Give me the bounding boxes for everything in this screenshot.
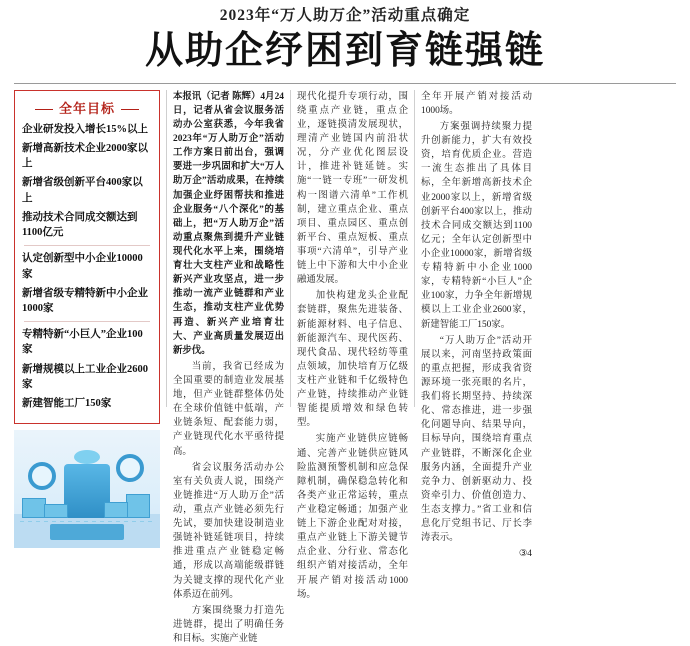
list-divider (24, 321, 150, 322)
text-column-1 (166, 90, 290, 644)
title-dash-left (35, 109, 53, 110)
paragraph: 当前，我省已经成为全国重要的制造业发展基地，但产业链群整体仍处在全球价值链中低端，产业链条短、配套能力弱，产业链现代化水平亟待提高。 (173, 361, 284, 457)
factory-tower-top-shape (74, 450, 100, 464)
list-item: 新增规模以上工业企业2600家 (22, 363, 148, 390)
list-item: 专精特新“小巨人”企业100家 (22, 329, 143, 356)
text-column-2 (290, 90, 414, 600)
article-end-mark: ③4 (518, 549, 532, 560)
column-text (421, 90, 532, 562)
list-item: 认定创新型中小企业10000家 (22, 253, 143, 280)
goals-card (14, 90, 160, 425)
text-column-3 (414, 90, 538, 560)
factory-block-shape (44, 504, 68, 518)
paragraph: “万人助万企”活动开展以来，河南坚持政策面的重点把握，形成我省资源环境一张亮眼的名片，我们将长期坚持、持续深化、常态推进，进一步强化问题导向、结果导向，目标导向，围绕培育重点产业链群，不断深化企业服务内涵，全面提升产业竞争力、创新驱动力、投资牵引力、价值创造力、生态支撑力。”省工业和信息化厅党组书记、厅长李涛表示。 (421, 335, 532, 544)
goals-list (15, 122, 159, 424)
paragraph: 方案强调持续聚力提升创新能力，扩大有效投资，培育优质企业。营造一流生态推出了具体目标，全年新增高新技术企业2000家以上，新增省级创新平台400家以上，推动技术合同成交额达到1100亿元；全年认定创新型中小企业10000家，新增省级专精特新中小企业1000家，专精特新“小巨人”企业100家，力争全年新增规模以上工业企业2600家，新建智能工厂150家。 (421, 122, 532, 330)
factory-block-shape (126, 494, 150, 518)
column-text (297, 90, 408, 602)
paragraph: 方案围绕聚力打造先进链群，提出了明确任务和目标。实施产业链 (173, 605, 284, 644)
list-item: 企业研发投入增长15%以上 (22, 123, 148, 135)
column-text (173, 90, 284, 646)
headline-block (0, 0, 690, 76)
illustration-dotted-line (20, 521, 154, 522)
kicker-headline: 2023年“万人助万企”活动重点确定 (219, 7, 471, 24)
paragraph: 本报讯（记者 陈辉）4月24日，记者从省会议服务活动办公室获悉，今年我省2023年“万人助万企”活动工作方案日前出台，强调要进一步巩固和扩大“万人助万企”活动成果，在持续加强企业纾困帮扶和推进企业服务“八个深化”的基础上，把“万人助万企”活动重点聚焦到提升产业链现代化水平上来，围绕培育壮大支柱产业和战略性新兴产业攻坚点，进一步推动一流产业链群和产业生态，推动支柱产业优势再造、新兴产业培育壮大、产业高质量发展迈出新步伐。 (173, 91, 284, 356)
factory-block-shape (104, 502, 128, 518)
list-divider (24, 245, 150, 246)
title-dash-right (121, 109, 139, 110)
list-item: 新增省级专精特新中小企业1000家 (22, 287, 148, 315)
article-body (0, 84, 690, 644)
list-item: 新增省级创新平台400家以上 (22, 177, 143, 204)
paragraph: 加快构建龙头企业配套链群，聚焦先进装备、新能源材料、电子信息、新能源汽车、现代医药、现代食品、现代轻纺等重点领域，加快培育万亿级支柱产业链和千亿级特色产业链，持续推动产业链智能提质增效和绿色转型。 (297, 291, 408, 429)
paragraph: 实施产业链供应链畅通、完善产业链供应链风险监测预警机制和应急保障机制，确保稳急转化和各类产业正常运转，重点产业稳定畅通；加强产业链上下游企业配对对接，重点产业链上下游关键节点企业、分行业、常态化组织产销对接活动，全年开展产销对接活动1000场。 (297, 434, 408, 600)
factory-block-shape (22, 498, 46, 518)
illustration-base-platform (50, 524, 124, 540)
main-headline: 从助企纾困到育链强链 (144, 30, 545, 73)
paragraph: 省会议服务活动办公室有关负责人说，围绕产业链推进“万人助万企”活动，重点产业链必须先行先试，要加快建设制造业强链补链延链项目，持续推进重点产业链稳定畅通，形成以高端能级群链为关键支撑的现代化产业体系迈在前列。 (173, 462, 284, 600)
list-item: 新建智能工厂150家 (22, 398, 112, 410)
list-item: 推动技术合同成交额达到1100亿元 (22, 211, 138, 239)
infographic-column (14, 90, 166, 410)
list-item: 新增高新技术企业2000家以上 (22, 143, 148, 170)
goals-card-title: 全年目标 (15, 91, 159, 122)
paragraph: 现代化提升专项行动，围绕重点产业链，重点企业，逐链摸清发展现状，理清产业链国内前沿状况，分产业优化图层设计，推进补链延链。实施“一链一专班”一研发机构一图谱六清单”工作机制，建立重点企业、重点项目、重点园区、重点创新平台、重点短板、重点事项“六清单”，引导产业链上中下游和大中小企业融通发展。 (297, 91, 408, 286)
paragraph: 全年开展产销对接活动1000场。 (421, 91, 532, 116)
smart-factory-illustration (14, 430, 160, 548)
